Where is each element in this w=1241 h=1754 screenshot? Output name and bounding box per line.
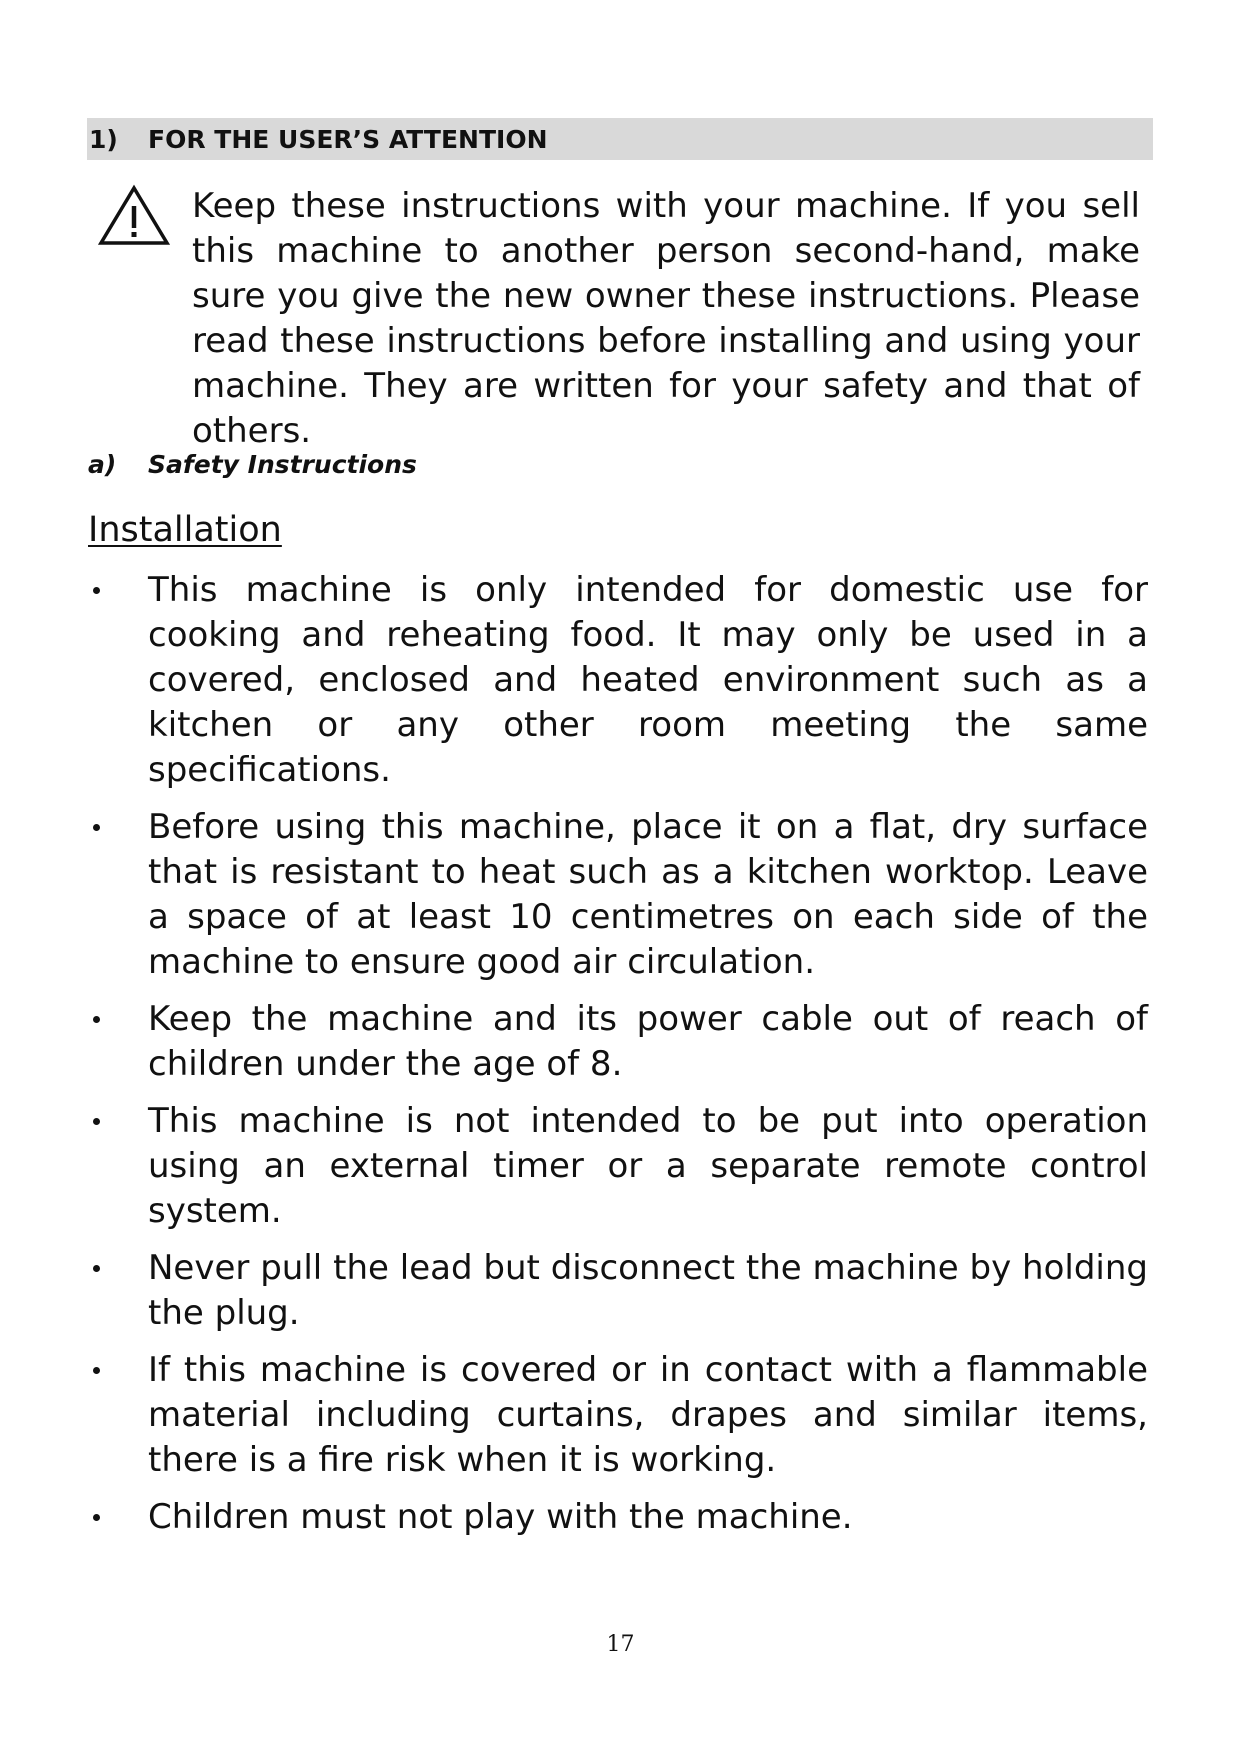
list-item [88,805,1148,985]
intro-paragraph: Keep these instructions with your machine. If you sell this machine to another person second-hand, make sure you give the new owner these instructions. Please read these instructions before installing and using your machine. They are written for your safety and that of others. [192,186,1140,451]
list-item-text: This machine is not intended to be put into operation using an external timer or a separate remote control system. [148,1101,1148,1231]
list-item-text: Children must not play with the machine. [148,1497,853,1537]
list-item [88,1495,1148,1540]
bullet-icon [93,1118,100,1125]
bullet-icon [93,1265,100,1272]
safety-bullet-list [88,568,1148,1552]
list-item-text: Never pull the lead but disconnect the machine by holding the plug. [148,1248,1148,1333]
subsection-title: Safety Instructions [148,450,417,479]
bullet-icon [93,587,100,594]
list-item-text: This machine is only intended for domestic use for cooking and reheating food. It may only be used in a covered, enclosed and heated environment such as a kitchen or any other room meeting the same specifications. [148,570,1148,790]
list-item-text: Before using this machine, place it on a flat, dry surface that is resistant to heat such as a kitchen worktop. Leave a space of at least 10 centimetres on each side of the machine to ensure good air circulation. [148,807,1148,982]
list-item [88,568,1148,793]
list-item [88,1348,1148,1483]
section-title: FOR THE USER’S ATTENTION [148,124,548,154]
section-heading [87,118,1153,160]
bullet-icon [93,1016,100,1023]
subsection-number: a) [88,450,117,479]
list-item-text: Keep the machine and its power cable out of reach of children under the age of 8. [148,999,1148,1084]
bullet-icon [93,1367,100,1374]
warning-triangle-icon [98,184,170,246]
list-item-text: If this machine is covered or in contact with a flammable material including curtains, drapes and similar items, there is a fire risk when it is working. [148,1350,1148,1480]
list-item [88,997,1148,1087]
installation-heading: Installation [88,510,282,550]
section-number: 1) [89,124,118,154]
list-item [88,1099,1148,1234]
bullet-icon [93,824,100,831]
bullet-icon [93,1514,100,1521]
list-item [88,1246,1148,1336]
page-number: 17 [606,1632,635,1657]
